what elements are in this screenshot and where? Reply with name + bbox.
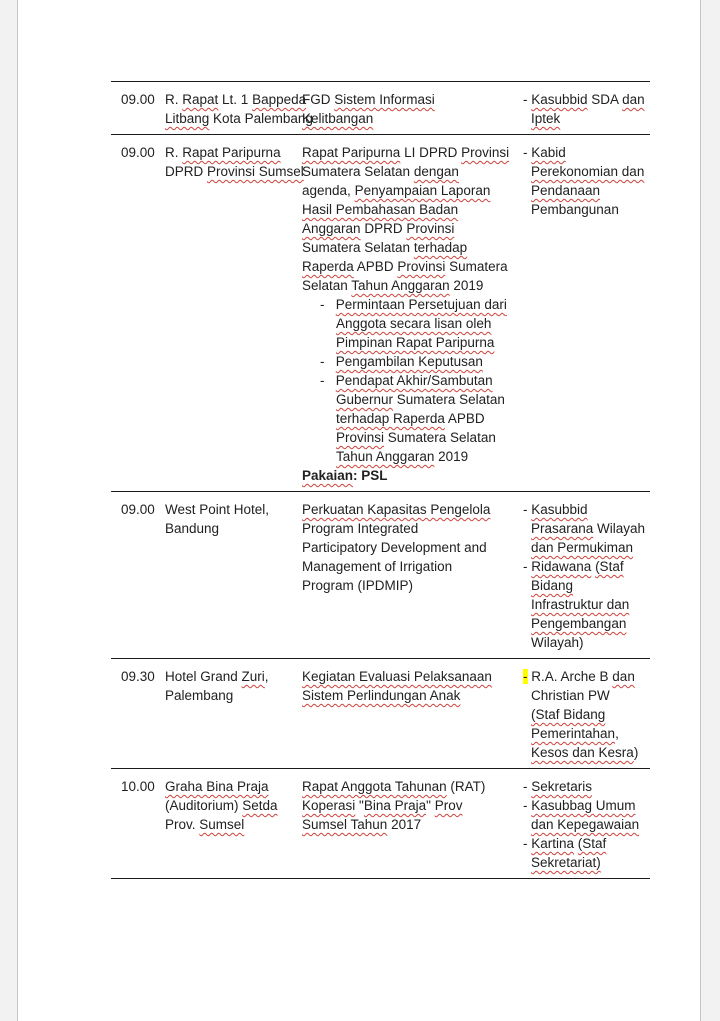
misspelled-text: Hasil Pembahasan Badan <box>302 202 459 217</box>
misspelled-text: dan Kepegawaian <box>531 817 640 832</box>
misspelled-text: Sistem Informasi <box>334 92 435 107</box>
misspelled-text: Pendapat Akhir/Sambutan <box>335 373 493 388</box>
misspelled-text: Permintaan Persetujuan dari <box>335 297 507 312</box>
text-line <box>523 614 650 633</box>
activity-cell <box>302 90 523 128</box>
misspelled-text: Penyampaian Laporan <box>354 183 491 198</box>
text-segment: 2019 <box>449 278 484 293</box>
text-line <box>302 686 523 705</box>
misspelled-text: Graha Bina Praja <box>165 779 269 794</box>
activity-cell <box>302 500 523 652</box>
misspelled-text: Pimpinan Rapat Paripurna <box>336 335 495 350</box>
text-segment: LI DPRD <box>400 145 462 160</box>
misspelled-text: Gubernur <box>336 392 394 407</box>
text-segment: Hotel Grand <box>165 669 242 684</box>
misspelled-text: Sekretariat) <box>531 855 601 870</box>
text-line <box>523 743 650 762</box>
text-segment: Sumatera <box>445 259 508 274</box>
text-line <box>523 595 650 614</box>
text-line <box>302 777 523 796</box>
text-segment: R.A. Arche B <box>527 669 613 684</box>
text-line <box>165 777 302 796</box>
text-segment: APBD <box>353 259 398 274</box>
text-line <box>302 162 523 181</box>
misspelled-text: Rapat Anggota Tahunan <box>302 779 447 794</box>
text-segment: DPRD <box>165 164 208 179</box>
activity-cell <box>302 143 523 485</box>
misspelled-text: (Staf <box>595 559 624 574</box>
attendees-cell <box>523 143 650 485</box>
text-segment: Sumatera Selatan <box>393 392 505 407</box>
text-line <box>302 667 523 686</box>
misspelled-text: Pengembangan <box>531 616 627 631</box>
text-line <box>523 576 650 595</box>
location-cell <box>165 777 302 872</box>
text-line <box>523 90 650 109</box>
misspelled-text: Provinsi <box>461 145 510 160</box>
misspelled-text: Pemerintahan <box>531 726 616 741</box>
text-line <box>165 686 302 705</box>
text-line <box>523 686 650 705</box>
misspelled-text: Rapat Paripurna <box>302 145 401 160</box>
misspelled-text: Provinsi <box>406 221 455 236</box>
text-line <box>523 557 650 576</box>
text-line <box>523 109 650 128</box>
text-segment: , <box>264 669 269 684</box>
text-segment: 2017 <box>387 817 422 832</box>
text-line <box>165 667 302 686</box>
text-line <box>302 815 523 834</box>
misspelled-text: Pengambilan Keputusan <box>335 354 483 369</box>
text-segment: R. <box>165 145 183 160</box>
text-line <box>302 428 523 447</box>
text-line <box>523 143 650 162</box>
text-segment: R. <box>165 92 183 107</box>
text-segment: Bandung <box>165 521 220 536</box>
text-segment: 2019 <box>434 449 469 464</box>
text-line <box>523 705 650 724</box>
highlighted-text: - <box>523 669 528 684</box>
misspelled-text: Raperda <box>302 259 354 274</box>
text-line <box>302 466 523 485</box>
text-line <box>302 352 523 371</box>
location-cell <box>165 667 302 762</box>
text-line <box>523 815 650 834</box>
text-line <box>523 777 650 796</box>
time-cell: 09.00 <box>121 145 155 160</box>
misspelled-text: Ridawana <box>531 559 592 574</box>
text-segment: , <box>615 726 619 741</box>
misspelled-text: Pendanaan <box>531 183 601 198</box>
text-segment: Sumatera Selatan <box>302 240 414 255</box>
text-segment: Kota Palembang <box>209 111 313 126</box>
misspelled-text: Litbang <box>165 111 210 126</box>
text-segment: - <box>523 836 532 851</box>
text-line <box>523 834 650 853</box>
misspelled-text: Kesos dan Kesra <box>531 745 634 760</box>
misspelled-text: Sekretaris <box>531 779 593 794</box>
misspelled-text: Provinsi Sumsel <box>207 164 304 179</box>
text-segment: - <box>320 373 336 388</box>
text-line <box>523 162 650 181</box>
activity-cell <box>302 667 523 762</box>
text-segment: - <box>523 779 532 794</box>
text-segment: - <box>523 145 532 160</box>
text-line <box>523 724 650 743</box>
misspelled-text: Rapat <box>182 92 219 107</box>
misspelled-text: Tahun Anggaran <box>351 278 450 293</box>
text-line <box>302 447 523 466</box>
text-segment: - <box>523 798 532 813</box>
text-line <box>165 143 302 162</box>
text-line <box>302 409 523 428</box>
attendees-cell <box>523 500 650 652</box>
misspelled-text: Sistem Perlindungan Anak <box>302 688 461 703</box>
text-line <box>523 500 650 519</box>
text-segment: Christian PW <box>531 688 610 703</box>
misspelled-text: Perkuatan Kapasitas Pengelola <box>302 502 491 517</box>
text-segment: Prov. <box>165 817 200 832</box>
misspelled-text: Bina Praja <box>363 798 427 813</box>
text-segment: APBD <box>444 411 485 426</box>
schedule-row <box>111 658 650 768</box>
schedule-row <box>111 768 650 879</box>
schedule-row <box>111 134 650 491</box>
text-line <box>302 314 523 333</box>
text-line <box>302 519 523 538</box>
text-line <box>165 815 302 834</box>
misspelled-text: Kasubbid <box>531 92 588 107</box>
misspelled-text: Tahun Anggaran <box>336 449 435 464</box>
misspelled-text: Pakaian <box>302 468 354 483</box>
text-segment: West Point Hotel, <box>165 502 270 517</box>
text-line <box>302 371 523 390</box>
misspelled-text: Kegiatan Evaluasi Pelaksanaan <box>302 669 492 684</box>
text-line <box>523 519 650 538</box>
text-line <box>302 796 523 815</box>
text-line <box>523 667 650 686</box>
text-line <box>302 90 523 109</box>
text-segment: ) <box>633 745 639 760</box>
text-line <box>523 200 650 219</box>
misspelled-text: Rapat Paripurna <box>182 145 281 160</box>
misspelled-text: Iptek <box>531 111 561 126</box>
text-segment: Sumatera Selatan <box>302 164 414 179</box>
text-segment: Wilayah) <box>531 635 584 650</box>
text-line <box>302 576 523 595</box>
misspelled-text: Bappeda <box>252 92 307 107</box>
attendees-cell <box>523 90 650 128</box>
text-segment: Program Integrated <box>302 521 419 536</box>
text-segment: Palembang <box>165 688 234 703</box>
misspelled-text: Prov <box>434 798 463 813</box>
text-line <box>523 633 650 652</box>
misspelled-text: dan <box>612 669 635 684</box>
text-segment: SDA <box>587 92 623 107</box>
text-line <box>165 109 313 128</box>
text-line <box>165 162 302 181</box>
misspelled-text: dan Permukiman <box>531 540 634 555</box>
misspelled-text: Kasubbid <box>531 502 588 517</box>
misspelled-text: Zuri <box>241 669 265 684</box>
text-line <box>302 500 523 519</box>
text-line <box>523 796 650 815</box>
misspelled-text: Sumsel Tahun <box>302 817 388 832</box>
misspelled-text: terhadap Raperda <box>336 411 445 426</box>
misspelled-text: Anggota secara lisan oleh <box>336 316 492 331</box>
misspelled-text: Provinsi <box>397 259 446 274</box>
misspelled-text: Prasarana <box>531 521 594 536</box>
text-line <box>302 295 523 314</box>
text-line <box>302 333 523 352</box>
text-line <box>523 181 650 200</box>
text-segment: Program (IPDMIP) <box>302 578 414 593</box>
text-segment: " <box>355 798 364 813</box>
misspelled-text: Provinsi <box>336 430 385 445</box>
time-cell: 10.00 <box>121 779 155 794</box>
text-line <box>302 557 523 576</box>
text-line <box>302 538 523 557</box>
text-line <box>523 538 650 557</box>
activity-cell <box>302 777 523 872</box>
text-line <box>165 90 307 109</box>
text-segment: - <box>523 559 532 574</box>
text-segment: Selatan <box>302 278 352 293</box>
schedule-row <box>111 491 650 658</box>
text-line <box>302 390 523 409</box>
time-cell: 09.00 <box>121 502 155 517</box>
text-segment: Wilayah <box>593 521 646 536</box>
text-line <box>165 796 302 815</box>
misspelled-text: Sumsel <box>199 817 245 832</box>
misspelled-text: (Staf <box>577 836 607 851</box>
misspelled-text: Kasubbag Umum <box>531 798 636 813</box>
schedule-table <box>111 81 650 879</box>
text-line <box>302 257 523 276</box>
location-cell <box>165 143 302 485</box>
misspelled-text: dengan <box>413 164 459 179</box>
attendees-cell <box>523 777 650 872</box>
text-line <box>302 181 523 200</box>
misspelled-text: Kabid <box>531 145 566 160</box>
misspelled-text: Anggaran <box>302 221 361 236</box>
text-segment: Pembangunan <box>531 202 619 217</box>
misspelled-text: Bidang <box>531 578 574 593</box>
text-segment: FGD <box>302 92 335 107</box>
location-cell <box>165 90 313 128</box>
text-segment: - <box>523 502 532 517</box>
text-segment: DPRD <box>360 221 407 236</box>
text-line <box>165 519 302 538</box>
misspelled-text: Setda <box>242 798 278 813</box>
misspelled-text: (Staf Bidang <box>531 707 606 722</box>
schedule-row <box>111 81 650 134</box>
text-line <box>302 219 523 238</box>
text-segment: Participatory Development and <box>302 540 487 555</box>
text-line <box>302 143 523 162</box>
misspelled-text: Koperasi <box>302 798 356 813</box>
text-line <box>302 200 523 219</box>
text-segment: Sumatera Selatan <box>384 430 496 445</box>
attendees-cell <box>523 667 650 762</box>
location-cell <box>165 500 302 652</box>
text-line <box>523 853 650 872</box>
text-line <box>165 500 302 519</box>
misspelled-text: terhadap <box>413 240 468 255</box>
time-cell: 09.30 <box>121 669 155 684</box>
text-segment: : PSL <box>353 468 388 483</box>
misspelled-text: Perekonomian dan <box>531 164 645 179</box>
text-line <box>302 276 523 295</box>
document-page <box>17 0 701 1021</box>
text-segment: - <box>523 92 532 107</box>
text-segment: (RAT) <box>446 779 486 794</box>
misspelled-text: Infrastruktur dan <box>531 597 630 612</box>
misspelled-text: Kelitbangan <box>302 111 374 126</box>
text-segment: Lt. 1 <box>218 92 253 107</box>
text-segment: Management of Irrigation <box>302 559 453 574</box>
text-segment: agenda, <box>302 183 355 198</box>
text-segment: " <box>426 798 435 813</box>
misspelled-text: dan <box>622 92 645 107</box>
text-segment: - <box>320 354 336 369</box>
text-segment: (Auditorium) <box>165 798 243 813</box>
text-line <box>302 238 523 257</box>
time-cell: 09.00 <box>121 92 155 107</box>
text-segment: - <box>320 297 336 312</box>
text-line <box>302 109 523 128</box>
misspelled-text: Kartina <box>531 836 575 851</box>
